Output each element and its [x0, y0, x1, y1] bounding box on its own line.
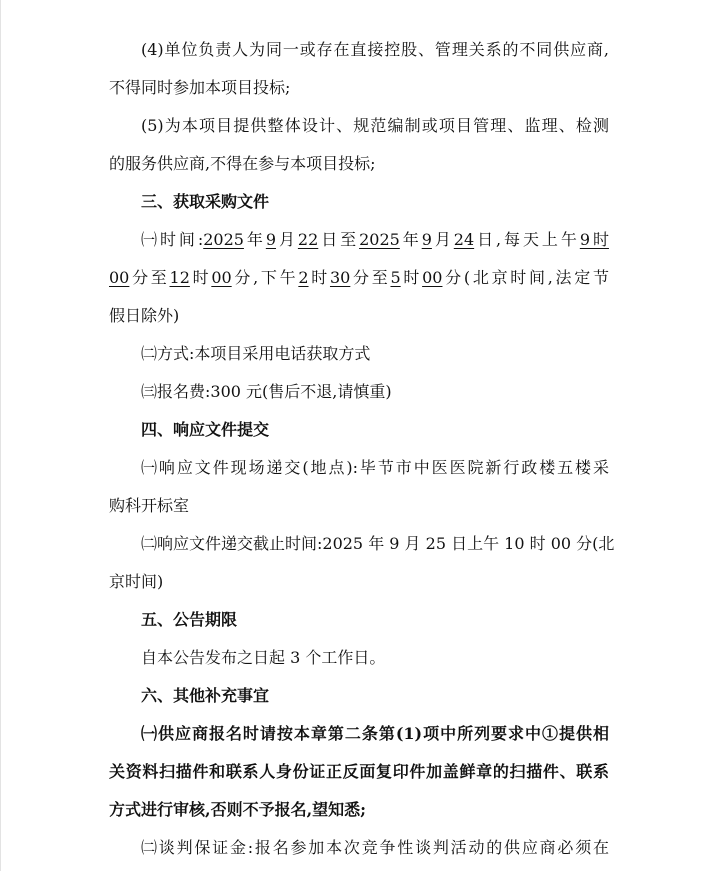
morning-end-minute: 00 [211, 268, 232, 287]
hour-unit: 时 [189, 268, 212, 287]
end-year: 2025 [359, 230, 400, 249]
registration-fee: ㈢报名费:300 元(售后不退,请慎重) [141, 382, 392, 401]
hour-unit: 时 [308, 268, 330, 287]
end-day: 24 [453, 230, 475, 249]
section-5-heading: 五、公告期限 [141, 610, 238, 629]
afternoon-end-minute: 00 [422, 268, 443, 287]
section-3-heading: 三、获取采购文件 [141, 192, 270, 211]
minute-unit-to: 分至 [129, 268, 170, 287]
timezone-text: 分(北京时间,法定节 [442, 268, 609, 287]
paragraph-5-line-2: 的服务供应商,不得在参与本项目投标; [109, 154, 376, 173]
time-line-2 [109, 267, 609, 289]
time-line-1 [141, 229, 609, 251]
start-year: 2025 [203, 230, 244, 249]
time-label: ㈠时间: [141, 230, 204, 249]
announcement-period: 自本公告发布之日起 3 个工作日。 [141, 648, 386, 667]
section-4-heading: 四、响应文件提交 [141, 420, 270, 439]
section-6-heading: 六、其他补充事宜 [141, 686, 270, 705]
supplement-item-1-line-3: 方式进行审核,否则不予报名,望知悉; [109, 800, 367, 819]
year-unit: 年 [243, 230, 266, 249]
acquisition-method: ㈡方式:本项目采用电话获取方式 [141, 344, 371, 363]
supplement-item-1-line-1: ㈠供应商报名时请按本章第二条第(1)项中所列要求中①提供相 [141, 724, 609, 743]
hour-unit: 时 [590, 230, 609, 249]
paragraph-5-line-1: (5)为本项目提供整体设计、规范编制或项目管理、监理、检测 [141, 116, 609, 135]
minute-unit-to: 分至 [350, 268, 391, 287]
afternoon-start-hour: 2 [298, 268, 309, 287]
submission-place-line-1: ㈠响应文件现场递交(地点):毕节市中医医院新行政楼五楼采 [141, 458, 609, 477]
end-month: 9 [421, 230, 432, 249]
paragraph-4-line-2: 不得同时参加本项目投标; [109, 78, 291, 97]
submission-deadline-line-1: ㈡响应文件递交截止时间:2025 年 9 月 25 日上午 10 时 00 分(北 [141, 534, 615, 553]
hour-unit: 时 [400, 268, 423, 287]
morning-start-minute: 00 [109, 268, 130, 287]
afternoon-start-minute: 30 [329, 268, 351, 287]
submission-deadline-line-2: 京时间) [109, 572, 164, 591]
morning-end-hour: 12 [169, 268, 190, 287]
paragraph-4-line-1: (4)单位负责人为同一或存在直接控股、管理关系的不同供应商, [141, 40, 609, 59]
morning-start-hour: 9 [579, 230, 590, 249]
afternoon-end-hour: 5 [390, 268, 401, 287]
start-day: 22 [297, 230, 319, 249]
year-unit: 年 [399, 230, 422, 249]
month-unit: 月 [276, 230, 298, 249]
time-line-3: 假日除外) [109, 306, 180, 325]
afternoon-text: 分,下午 [231, 268, 299, 287]
day-unit-to: 日至 [318, 230, 360, 249]
submission-place-line-2: 购科开标室 [109, 496, 190, 515]
month-unit: 月 [431, 230, 454, 249]
supplement-item-2-line-1: ㈡谈判保证金:报名参加本次竞争性谈判活动的供应商必须在 [141, 838, 609, 857]
start-month: 9 [265, 230, 277, 249]
supplement-item-1-line-2: 关资料扫描件和联系人身份证正反面复印件加盖鲜章的扫描件、联系 [109, 762, 609, 781]
daily-morning-text: 日,每天上午 [474, 230, 580, 249]
